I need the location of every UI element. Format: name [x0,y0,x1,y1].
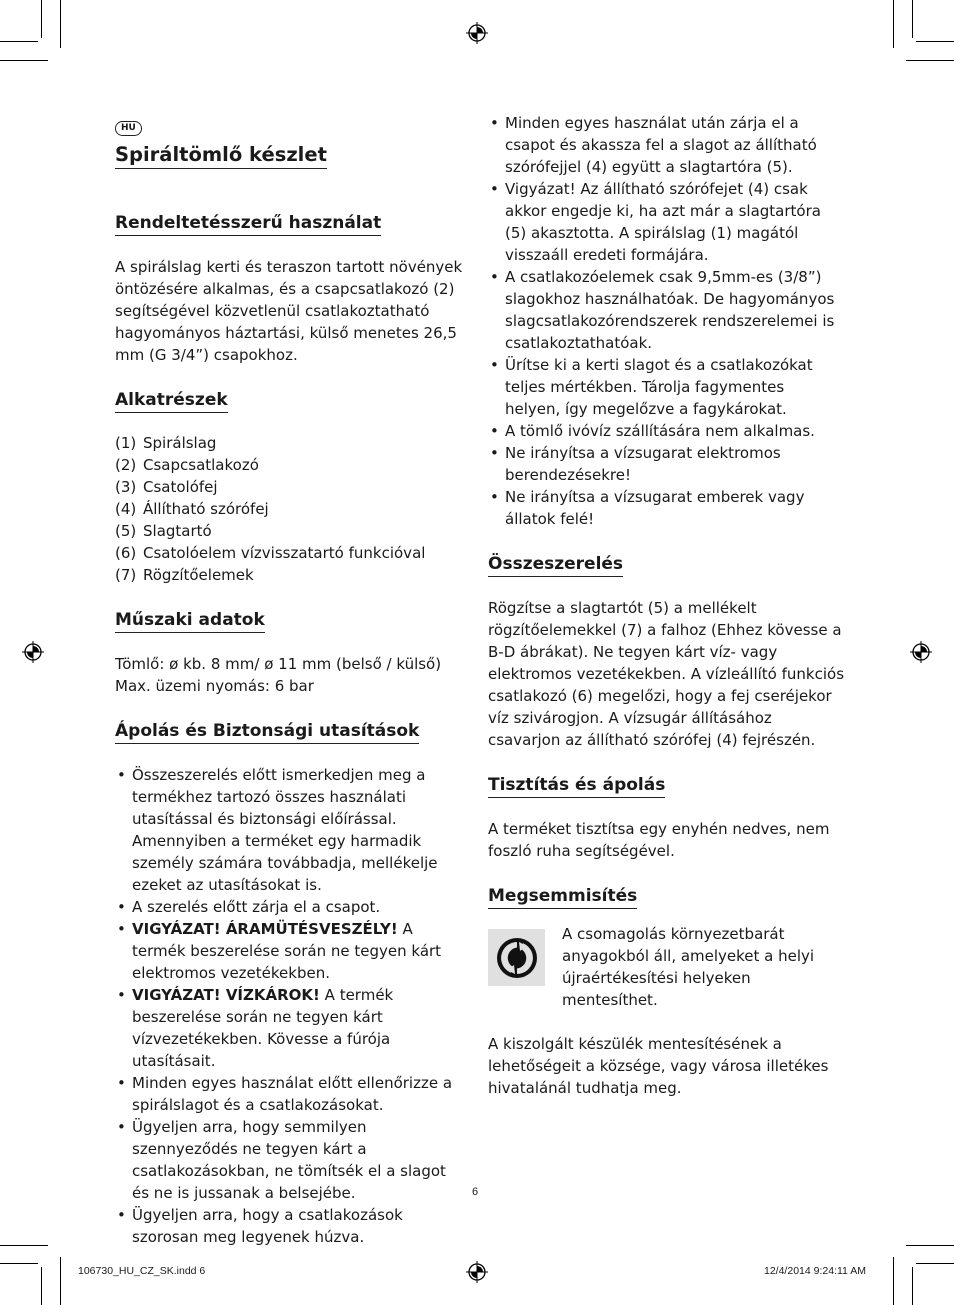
section-heading-tech: Műszaki adatok [115,608,265,633]
assembly-text: Rögzítse a slagtartót (5) a mellékelt rögzítőelemekkel (7) a falhoz (Ehhez kövesse a B-D ábrákat). Ne tegyen kárt víz- vagy elektromos vezetékekben. A vízleállító funkciós csatlakozó (6) megelőzi, hogy a fej cseréjekor víz szivárogjon. A vízsugár állításához csavarjon az állítható szórófej (4) fejrészén. [488,599,845,749]
left-column [115,114,467,1248]
page-title: Spiráltömlő készlet [115,142,327,169]
registration-mark-icon [910,641,932,663]
list-item: (5) Slagtartó [115,522,212,540]
intended-use-text: A spirálslag kerti és teraszon tartott növények öntözésére alkalmas, és a csapcsatlakozó (2) segítségével közvetlenül csatlakoztatható hagyományos háztartási, külső menetes 26,5 mm (G 3/4”) csapokhoz. [115,258,463,364]
section-heading-parts: Alkatrészek [115,388,228,413]
list-item: (2) Csapcsatlakozó [115,456,259,474]
safety-list-continued [488,112,844,530]
section-heading-assembly: Összeszerelés [488,552,623,577]
list-item: • VIGYÁZAT! ÁRAMÜTÉSVESZÉLY! A termék beszerelése során ne tegyen kárt elektromos vezetékekben. [115,918,467,984]
list-item: • Minden egyes használat előtt ellenőrizze a spirálslagot és a csatlakozásokat. [115,1072,467,1116]
list-item: • Ürítse ki a kerti slagot és a csatlakozókat teljes mértékben. Tárolja fagymentes helyen, így megelőzve a fagykárokat. [488,354,844,420]
parts-list [115,432,467,586]
tech-line-hose: Tömlő: ø kb. 8 mm/ ø 11 mm (belső / külső) [115,655,442,673]
list-item: • Ne irányítsa a vízsugarat emberek vagy állatok felé! [488,486,844,530]
list-item: • Vigyázat! Az állítható szórófejet (4) csak akkor engedje ki, ha azt már a slagtartóra (5) akasztotta. A spirálslag (1) magától visszaáll eredeti formájára. [488,178,844,266]
list-item: • A csatlakozóelemek csak 9,5mm-es (3/8”) slagokhoz használhatóak. De hagyományos slagcsatlakozórendszerek rendszerelemei is csatlakoztathatóak. [488,266,844,354]
warning-label: VIGYÁZAT! ÁRAMÜTÉSVESZÉLY! [132,920,398,938]
right-column [488,112,844,1099]
list-item: (6) Csatolóelem vízvisszatartó funkcióval [115,544,426,562]
registration-mark-icon [466,1261,488,1283]
footer-file-name: 106730_HU_CZ_SK.indd 6 [78,1265,206,1277]
footer-timestamp: 12/4/2014 9:24:11 AM [764,1265,866,1277]
tech-line-pressure: Max. üzemi nyomás: 6 bar [115,677,314,695]
section-heading-intended-use: Rendeltetésszerű használat [115,211,381,236]
list-item: (7) Rögzítőelemek [115,566,254,584]
list-item: (3) Csatolófej [115,478,218,496]
device-disposal-text: A kiszolgált készülék mentesítésének a lehetőségeit a községe, vagy városa illetékes hivatalánál tudhatja meg. [488,1035,829,1097]
cleaning-text: A terméket tisztítsa egy enyhén nedves, nem foszló ruha segítségével. [488,820,830,860]
section-heading-disposal: Megsemmisítés [488,884,637,909]
list-item: • VIGYÁZAT! VÍZKÁROK! A termék beszerelése során ne tegyen kárt vízvezetékekben. Kövesse a fúrója utasításait. [115,984,467,1072]
registration-mark-icon [22,641,44,663]
page-number: 6 [472,1186,479,1198]
list-item: • Ne irányítsa a vízsugarat elektromos berendezésekre! [488,442,844,486]
section-heading-cleaning: Tisztítás és ápolás [488,773,665,798]
registration-mark-icon [466,22,488,44]
list-item: • Összeszerelés előtt ismerkedjen meg a termékhez tartozó összes használati utasítással és biztonsági előírással. Amennyiben a terméket egy harmadik személy számára továbbadja, mellékelje ezeket az utasításokat is. [115,764,467,896]
packaging-disposal [488,925,844,1011]
warning-label: VIGYÁZAT! VÍZKÁROK! [132,986,320,1004]
list-item: • Ügyeljen arra, hogy a csatlakozások szorosan meg legyenek húzva. [115,1204,467,1248]
list-item: • A tömlő ivóvíz szállítására nem alkalmas. [488,420,844,442]
list-item: (4) Állítható szórófej [115,500,269,518]
list-item: • A szerelés előtt zárja el a csapot. [115,896,467,918]
green-dot-recycling-icon [488,929,545,986]
safety-list [115,764,467,1248]
packaging-text: A csomagolás környezetbarát anyagokból áll, amelyeket a helyi újraértékesítési helyeken mentesíthet. [562,925,815,1009]
list-item: • Ügyeljen arra, hogy semmilyen szennyeződés ne tegyen kárt a csatlakozásokban, ne tömítsék el a slagot és ne is jussanak a belsejébe. [115,1116,467,1204]
section-heading-safety: Ápolás és Biztonsági utasítások [115,719,419,744]
list-item: • Minden egyes használat után zárja el a csapot és akassza fel a slagot az állítható szórófejjel (4) együtt a slagtartóra (5). [488,112,844,178]
language-badge: HU [115,121,142,136]
list-item: (1) Spirálslag [115,434,217,452]
